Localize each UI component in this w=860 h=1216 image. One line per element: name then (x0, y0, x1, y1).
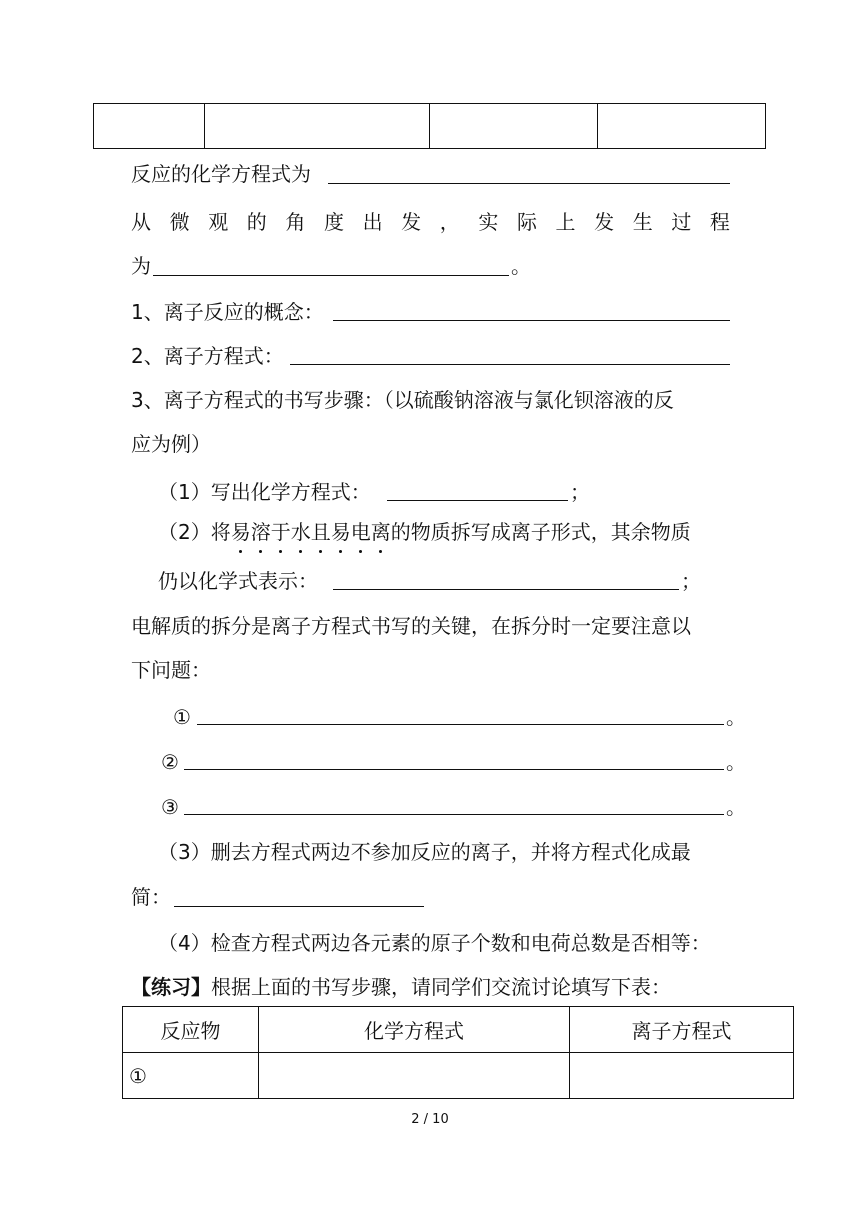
item3-line1: 3、离子方程式的书写步骤：（以硫酸钠溶液与氯化钡溶液的反 (131, 388, 674, 412)
micro-char: 发 (594, 210, 615, 234)
circle-item-3-blank[interactable] (184, 814, 724, 815)
page-number: 2 / 10 (411, 1112, 449, 1127)
step1-label: （1）写出化学方程式： (158, 480, 371, 504)
split-line2: 下问题： (131, 658, 211, 682)
table-row (123, 1053, 794, 1099)
micro-char: 发 (401, 210, 422, 234)
reaction-eq-blank[interactable] (328, 183, 730, 184)
step2-dotted (231, 520, 391, 544)
emphasized-char: 溶 (250, 520, 271, 544)
micro-char: 角 (285, 210, 306, 234)
item3-line2: 应为例） (131, 432, 211, 456)
period: 。 (726, 795, 746, 819)
split-line1: 电解质的拆分是离子方程式书写的关键，在拆分时一定要注意以 (131, 614, 691, 638)
emphasized-char: 于 (270, 520, 291, 544)
reaction-eq-label: 反应的化学方程式为 (131, 162, 311, 186)
circle-item-2-blank[interactable] (184, 769, 724, 770)
emphasized-char: 易 (330, 520, 351, 544)
period: 。 (726, 705, 746, 729)
step2-blank[interactable] (333, 589, 679, 590)
item1-blank[interactable] (333, 320, 730, 321)
emphasized-char: 水 (290, 520, 311, 544)
micro-line2-suffix: 。 (511, 254, 531, 278)
step3-line1: （3）删去方程式两边不参加反应的离子，并将方程式化成最 (158, 840, 691, 864)
column-header: 离子方程式 (570, 1007, 794, 1053)
table-cell (598, 104, 766, 149)
step1-end: ； (570, 480, 590, 504)
circle-item-1: ① (173, 705, 191, 729)
micro-char: 上 (555, 210, 576, 234)
table-header-row (123, 1007, 794, 1053)
table-cell (430, 104, 598, 149)
period: 。 (726, 750, 746, 774)
micro-line2-prefix: 为 (131, 254, 151, 278)
micro-char: 的 (246, 210, 267, 234)
micro-line (131, 208, 730, 236)
micro-process-blank[interactable] (153, 275, 509, 276)
table-cell: ① (123, 1053, 259, 1099)
micro-char: 实 (478, 210, 499, 234)
step3-blank[interactable] (174, 906, 424, 907)
table-cell (94, 104, 205, 149)
table-cell-input[interactable] (259, 1053, 570, 1099)
micro-char: 生 (632, 210, 653, 234)
circle-item-2: ② (161, 750, 179, 774)
practice-tag: 【练习】 (131, 975, 211, 999)
micro-char: 际 (516, 210, 537, 234)
practice-line (131, 973, 671, 1001)
emphasized-char: 离 (370, 520, 391, 544)
step2-suffix: 的物质拆写成离子形式，其余物质 (390, 520, 691, 544)
practice-table (122, 1006, 794, 1099)
column-header: 化学方程式 (259, 1007, 570, 1053)
circle-item-3: ③ (161, 795, 179, 819)
step1-blank[interactable] (387, 500, 568, 501)
table-row (94, 104, 766, 149)
circle-item-1-blank[interactable] (197, 724, 724, 725)
item2-label: 2、离子方程式： (131, 344, 284, 368)
micro-char: ， (439, 210, 460, 234)
micro-char: 度 (323, 210, 344, 234)
micro-char: 出 (362, 210, 383, 234)
table-cell-input[interactable] (570, 1053, 794, 1099)
micro-char: 从 (131, 210, 151, 234)
step2-line2: 仍以化学式表示： (158, 569, 318, 593)
item2-blank[interactable] (290, 364, 730, 365)
step4: （4）检查方程式两边各元素的原子个数和电荷总数是否相等： (158, 931, 711, 955)
emphasized-char: 且 (310, 520, 331, 544)
column-header: 反应物 (123, 1007, 259, 1053)
step2-line1 (158, 518, 691, 546)
step2-prefix: （2）将 (158, 520, 231, 544)
item1-label: 1、离子反应的概念： (131, 300, 324, 324)
emphasized-char: 易 (230, 520, 251, 544)
micro-char: 程 (709, 210, 730, 234)
micro-char: 微 (169, 210, 190, 234)
step3-line2: 简： (131, 885, 171, 909)
top-table (93, 103, 766, 149)
emphasized-char: 电 (350, 520, 371, 544)
micro-char: 过 (671, 210, 692, 234)
practice-text: 根据上面的书写步骤，请同学们交流讨论填写下表： (211, 975, 671, 999)
table-cell (205, 104, 430, 149)
step2-end: ； (681, 569, 701, 593)
micro-char: 观 (208, 210, 229, 234)
